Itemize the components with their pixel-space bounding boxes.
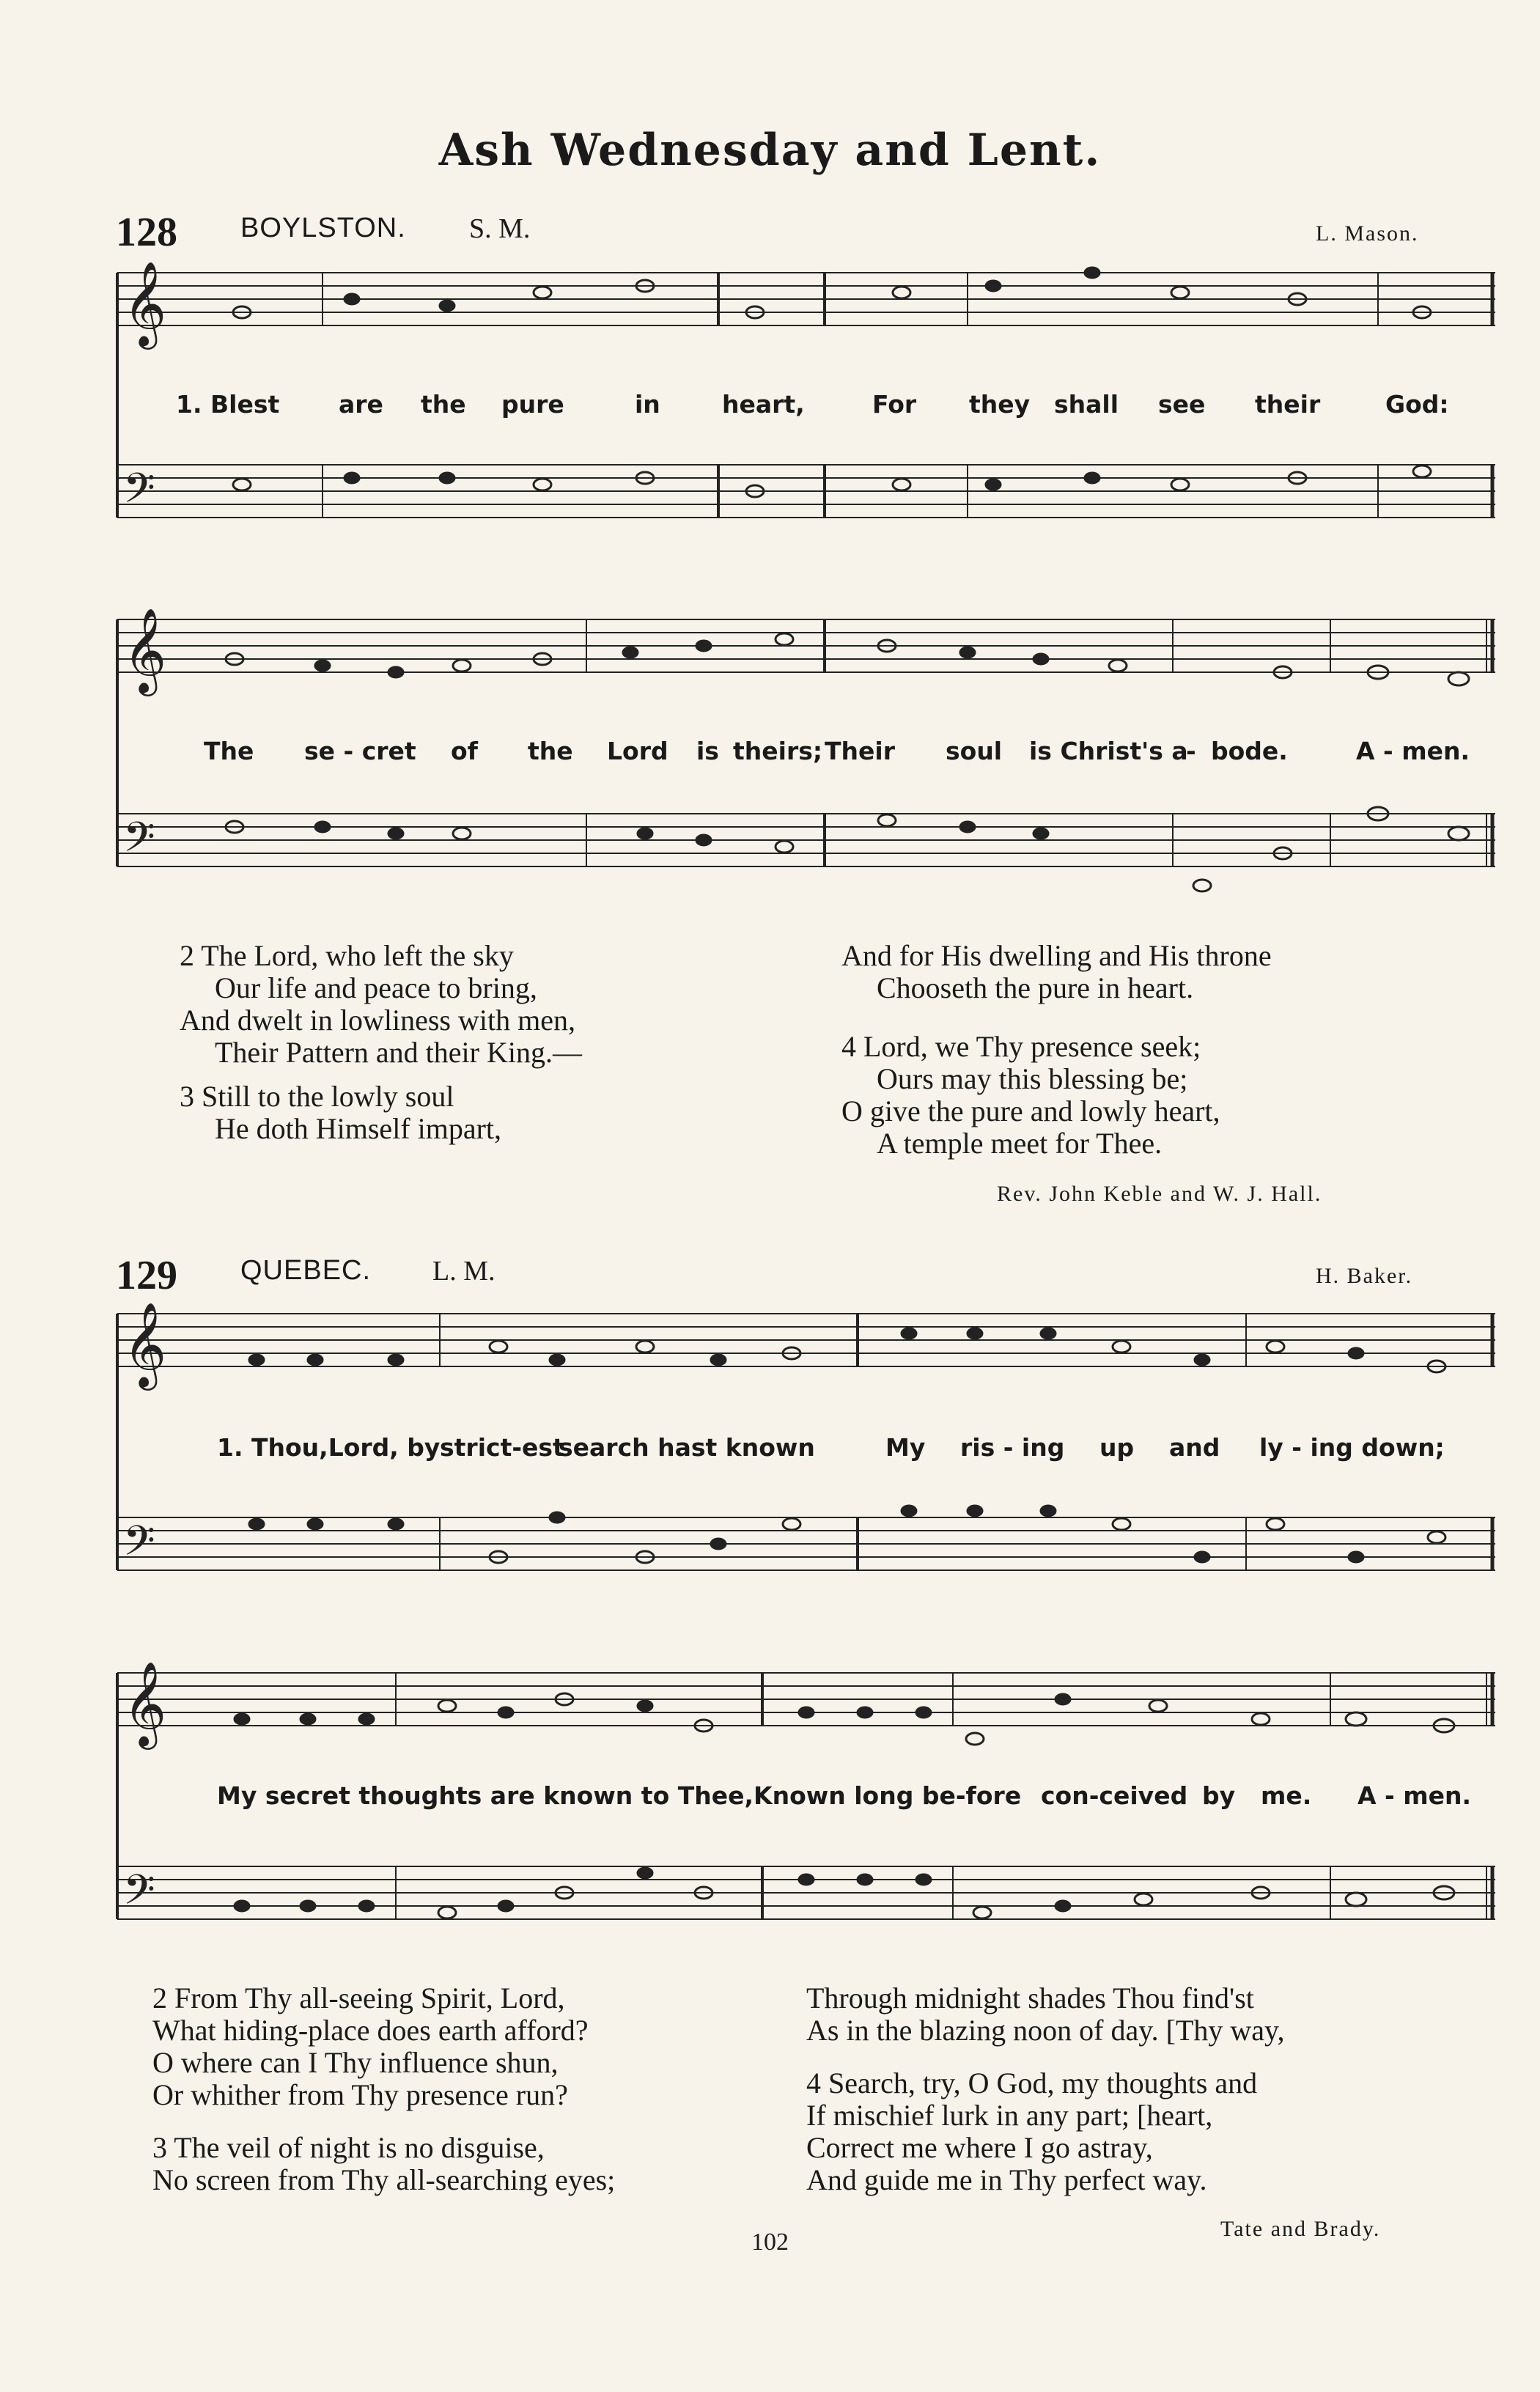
lyric-word: My bbox=[885, 1433, 926, 1462]
lyric-word: heart, bbox=[722, 390, 805, 419]
verse-2-line-2: What hiding-place does earth afford? bbox=[152, 2014, 589, 2047]
verse-3-line-3: And for His dwelling and His throne bbox=[841, 939, 1272, 972]
bass-clef-icon: 𝄢 bbox=[123, 1517, 155, 1575]
bass-staff bbox=[117, 465, 1495, 518]
verse-3-line-4: Chooseth the pure in heart. bbox=[877, 971, 1194, 1004]
lyric-word: the bbox=[528, 737, 573, 765]
lyric-word: Lord bbox=[607, 737, 668, 765]
verse-2-line-4: Their Pattern and their King.— bbox=[215, 1036, 582, 1069]
verse-3-line-3: Through midnight shades Thou find'st bbox=[806, 1981, 1254, 2014]
hymn-number: 128 bbox=[116, 210, 177, 255]
tune-name: QUEBEC. bbox=[240, 1255, 372, 1286]
treble-clef-icon: 𝄞 bbox=[123, 1301, 167, 1387]
lyric-word: search hast known bbox=[559, 1433, 815, 1462]
lyric-word: shall bbox=[1054, 390, 1119, 419]
lyric-word: - bbox=[1186, 737, 1196, 765]
lyric-word: theirs; bbox=[733, 737, 823, 765]
lyric-word: A - men. bbox=[1356, 737, 1470, 765]
verse-2-line-4: Or whither from Thy presence run? bbox=[152, 2078, 568, 2111]
verse-column-left bbox=[152, 1982, 615, 2196]
section-title: Ash Wednesday and Lent. bbox=[438, 125, 1102, 176]
composer: L. Mason. bbox=[1316, 221, 1419, 246]
lyric-word: of bbox=[451, 737, 479, 765]
lyric-word: 1. Thou,Lord, by bbox=[217, 1433, 441, 1462]
verse-4-line-4: And guide me in Thy perfect way. bbox=[806, 2163, 1207, 2196]
lyric-word: up bbox=[1099, 1433, 1135, 1462]
treble-clef-icon: 𝄞 bbox=[123, 1660, 167, 1746]
lyric-word: by bbox=[1202, 1781, 1236, 1810]
hymn-number: 129 bbox=[116, 1253, 177, 1298]
lyric-word: me. bbox=[1261, 1781, 1312, 1810]
lyric-word: soul bbox=[946, 737, 1003, 765]
verse-2-line-3: O where can I Thy influence shun, bbox=[152, 2046, 559, 2079]
lyric-word: and bbox=[1169, 1433, 1220, 1462]
verse-3-line-4: As in the blazing noon of day. [Thy way, bbox=[806, 2014, 1285, 2047]
verse-4-line-1: 4 Search, try, O God, my thoughts and bbox=[806, 2067, 1258, 2100]
lyric-word: strict-est bbox=[440, 1433, 564, 1462]
verse-column-right bbox=[841, 940, 1272, 1160]
lyric-word: ly - ing down; bbox=[1259, 1433, 1445, 1462]
verse-4-line-1: 4 Lord, we Thy presence seek; bbox=[841, 1030, 1201, 1063]
lyric-word: se - cret bbox=[304, 737, 416, 765]
bass-clef-icon: 𝄢 bbox=[123, 814, 155, 872]
lyric-word: bode. bbox=[1211, 737, 1288, 765]
lyric-word: the bbox=[421, 390, 466, 419]
lyric-word: The bbox=[204, 737, 254, 765]
verse-column-left bbox=[180, 940, 582, 1145]
lyric-word: ris - ing bbox=[960, 1433, 1065, 1462]
lyric-word: in bbox=[635, 390, 660, 419]
verse-2-line-1: 2 From Thy all-seeing Spirit, Lord, bbox=[152, 1981, 565, 2014]
lyric-word: they bbox=[969, 390, 1031, 419]
verse-4-line-3: Correct me where I go astray, bbox=[806, 2131, 1153, 2164]
lyric-word: God: bbox=[1385, 390, 1449, 419]
lyric-word: For bbox=[872, 390, 917, 419]
verse-4-line-3: O give the pure and lowly heart, bbox=[841, 1094, 1220, 1127]
verse-2-line-2: Our life and peace to bring, bbox=[215, 971, 537, 1004]
verse-2-line-1: 2 The Lord, who left the sky bbox=[180, 939, 514, 972]
lyric-word: A - men. bbox=[1357, 1781, 1472, 1810]
author-credit: Tate and Brady. bbox=[1220, 2217, 1381, 2241]
verse-3-line-2: No screen from Thy all-searching eyes; bbox=[152, 2163, 616, 2196]
verse-4-line-2: If mischief lurk in any part; [heart, bbox=[806, 2099, 1213, 2132]
composer: H. Baker. bbox=[1316, 1264, 1413, 1288]
treble-clef-icon: 𝄞 bbox=[123, 607, 167, 693]
meter: S. M. bbox=[469, 213, 531, 244]
bass-clef-icon: 𝄢 bbox=[123, 465, 155, 523]
verse-2-line-3: And dwelt in lowliness with men, bbox=[180, 1004, 575, 1037]
verse-3-line-2: He doth Himself impart, bbox=[215, 1112, 502, 1145]
tune-name: BOYLSTON. bbox=[240, 213, 406, 243]
lyric-word: pure bbox=[501, 390, 564, 419]
page-number: 102 bbox=[751, 2229, 789, 2256]
bass-clef-icon: 𝄢 bbox=[123, 1866, 155, 1924]
author-credit: Rev. John Keble and W. J. Hall. bbox=[997, 1182, 1322, 1206]
lyric-word: are bbox=[339, 390, 383, 419]
lyric-word: is bbox=[696, 737, 719, 765]
treble-clef-icon: 𝄞 bbox=[123, 260, 167, 346]
verse-column-right bbox=[806, 1982, 1284, 2196]
verse-3-line-1: 3 The veil of night is no disguise, bbox=[152, 2131, 545, 2164]
lyric-word: Their bbox=[825, 737, 895, 765]
lyric-word: see bbox=[1158, 390, 1206, 419]
meter: L. M. bbox=[432, 1256, 495, 1287]
lyric-word: their bbox=[1255, 390, 1321, 419]
verse-4-line-4: A temple meet for Thee. bbox=[877, 1127, 1163, 1160]
verse-3-line-1: 3 Still to the lowly soul bbox=[180, 1080, 454, 1113]
lyric-word: My secret thoughts are known to Thee,Known long be-fore bbox=[217, 1781, 1022, 1810]
lyric-word: 1. Blest bbox=[176, 390, 280, 419]
lyric-word: con-ceived bbox=[1041, 1781, 1188, 1810]
lyric-word: is Christ's a bbox=[1029, 737, 1188, 765]
verse-4-line-2: Ours may this blessing be; bbox=[877, 1062, 1188, 1095]
